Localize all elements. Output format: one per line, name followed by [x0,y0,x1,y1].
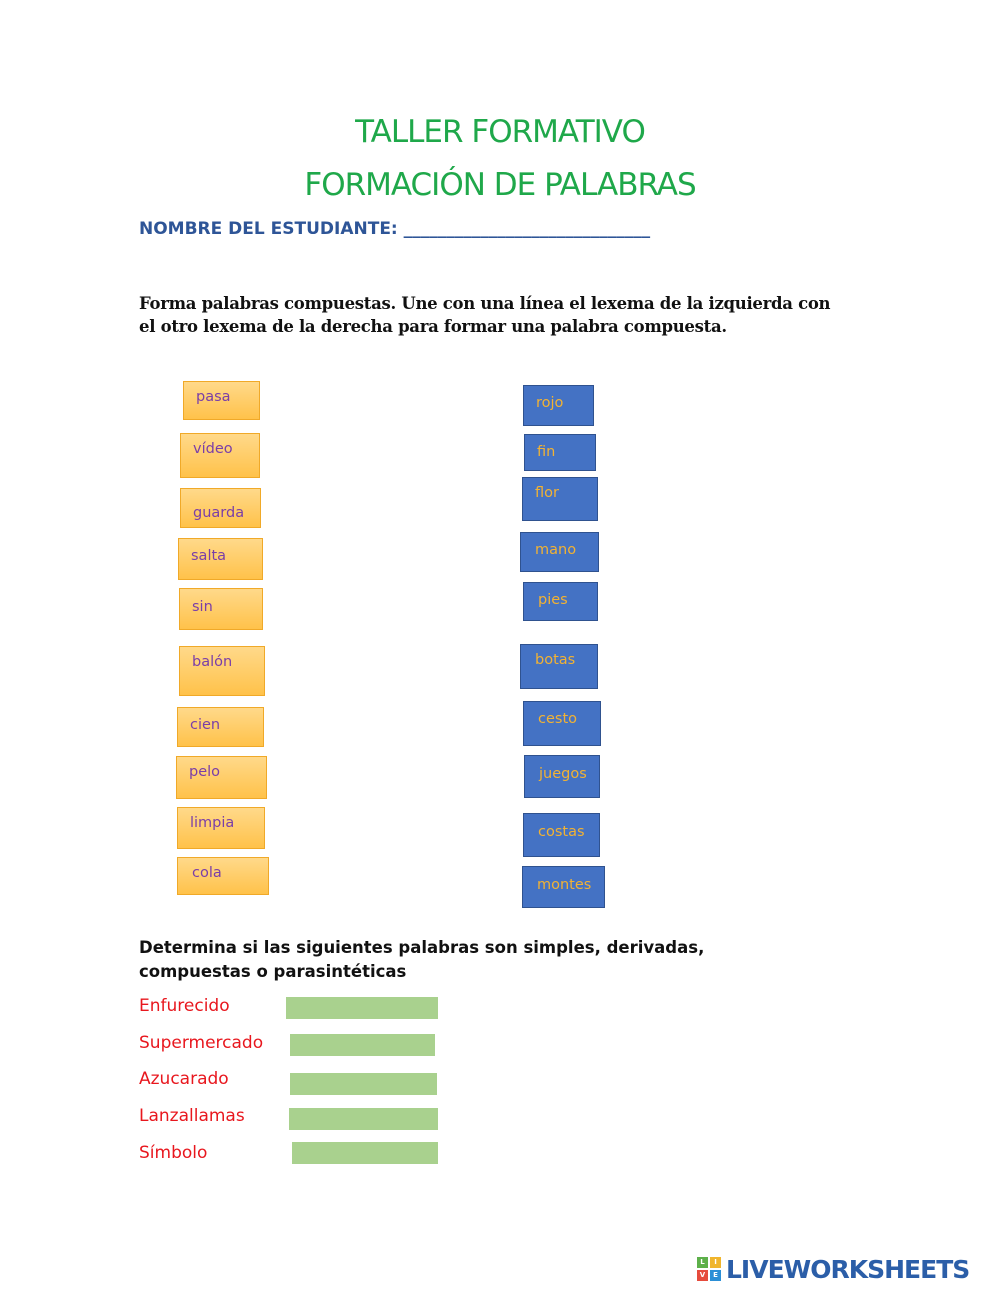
left-lexeme-label: limpia [190,815,235,831]
left-lexeme-label: pasa [196,389,231,405]
left-lexeme-box[interactable] [180,488,261,528]
classify-word: Lanzallamas [139,1106,245,1126]
exercise1-instruction-line1: Forma palabras compuestas. Une con una línea el lexema de la izquierda con [139,294,831,313]
classify-answer-input[interactable] [286,997,438,1019]
right-lexeme-box[interactable] [524,434,596,471]
left-lexeme-label: salta [191,548,227,564]
right-lexeme-box[interactable] [523,701,601,746]
left-lexeme-box[interactable] [178,538,263,580]
classify-answer-input[interactable] [290,1034,435,1056]
left-lexeme-label: guarda [193,505,245,521]
classify-word: Enfurecido [139,996,230,1016]
student-name-label: NOMBRE DEL ESTUDIANTE: _____________________________ [139,219,651,239]
right-lexeme-box[interactable] [522,477,598,521]
logo-mark-letter: E [710,1270,721,1281]
right-lexeme-label: cesto [538,711,578,727]
right-lexeme-label: rojo [536,395,564,411]
exercise1-instruction [139,292,869,338]
left-lexeme-label: balón [192,654,233,670]
left-lexeme-label: cola [192,865,222,881]
right-lexeme-label: juegos [539,766,587,782]
exercise2-instruction-line2: compuestas o parasintéticas [139,962,407,981]
liveworksheets-mark-icon [697,1257,723,1283]
worksheet-title: TALLER FORMATIVO [355,114,645,150]
right-lexeme-box[interactable] [520,644,598,689]
right-lexeme-label: pies [538,592,568,608]
left-lexeme-box[interactable] [180,433,260,478]
left-lexeme-box[interactable] [176,756,267,799]
right-lexeme-label: mano [535,542,577,558]
exercise2-instruction [139,936,839,984]
logo-mark-letter: I [710,1257,721,1268]
logo-mark-letter: V [697,1270,708,1281]
left-lexeme-box[interactable] [177,857,269,895]
classify-word: Supermercado [139,1033,264,1053]
logo-mark-letter: L [697,1257,708,1268]
left-lexeme-label: cien [190,717,221,733]
left-lexeme-box[interactable] [177,707,264,747]
left-lexeme-label: sin [192,599,213,615]
left-lexeme-box[interactable] [177,807,265,849]
left-lexeme-label: pelo [189,764,221,780]
right-lexeme-label: flor [535,485,559,501]
exercise1-instruction-line2: el otro lexema de la derecha para formar una palabra compuesta. [139,317,727,336]
right-lexeme-box[interactable] [523,813,600,857]
classify-word: Azucarado [139,1069,229,1089]
liveworksheets-logo[interactable] [697,1255,969,1284]
right-lexeme-box[interactable] [522,866,605,908]
classify-word: Símbolo [139,1143,208,1163]
left-lexeme-box[interactable] [179,646,265,696]
liveworksheets-wordmark: LIVEWORKSHEETS [726,1255,970,1284]
left-lexeme-box[interactable] [179,588,263,630]
right-lexeme-box[interactable] [520,532,599,572]
right-lexeme-label: costas [538,824,585,840]
right-lexeme-label: montes [537,877,592,893]
right-lexeme-box[interactable] [523,385,594,426]
right-lexeme-label: fin [537,444,556,460]
classify-answer-input[interactable] [289,1108,438,1130]
exercise2-instruction-line1: Determina si las siguientes palabras son simples, derivadas, [139,938,705,957]
worksheet-subtitle: FORMACIÓN DE PALABRAS [304,167,696,203]
right-lexeme-box[interactable] [524,755,600,798]
classify-answer-input[interactable] [292,1142,438,1164]
left-lexeme-label: vídeo [193,441,233,457]
left-lexeme-box[interactable] [183,381,260,420]
classify-answer-input[interactable] [290,1073,437,1095]
right-lexeme-label: botas [535,652,576,668]
right-lexeme-box[interactable] [523,582,598,621]
